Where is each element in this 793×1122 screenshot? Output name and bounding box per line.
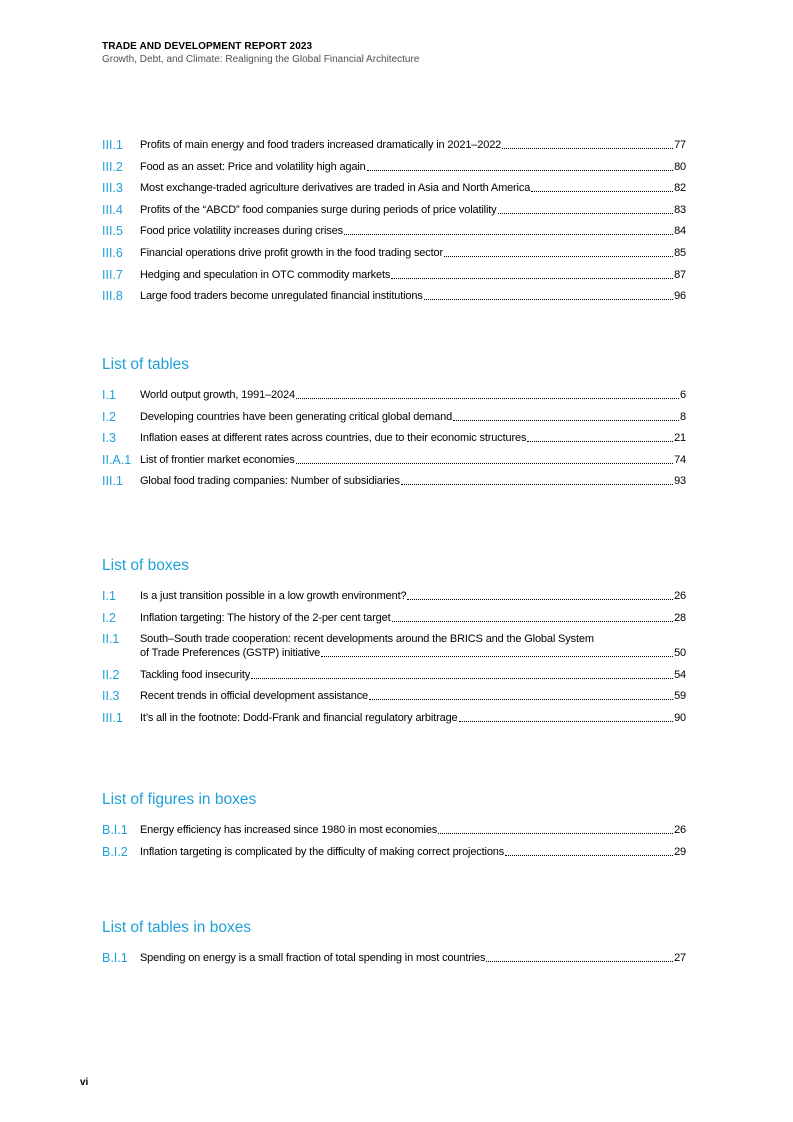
entry-page: 77 [674,139,686,151]
entry-number: III.3 [102,181,123,196]
toc-entries [102,388,686,488]
entry-title: Spending on energy is a small fraction of total spending in most countries [140,952,486,964]
toc-entry[interactable] [102,224,686,238]
entry-title: Inflation eases at different rates across countries, due to their economic structures [140,432,527,445]
dot-leader [444,254,673,257]
toc-entries [102,823,686,859]
entry-number: II.1 [102,632,120,647]
entry-title: Inflation targeting is complicated by the difficulty of making correct projections [140,845,505,858]
entry-page: 28 [674,611,686,624]
entry-title: Food price volatility increases during crises [140,225,343,238]
list-of-figures-in-boxes [102,791,686,866]
entry-number: III.1 [102,710,123,725]
entry-title: Food as an asset: Price and volatility high again [140,160,366,173]
entry-title-line-1: South–South trade cooperation: recent developments around the BRICS and the Global System [140,633,594,646]
toc-entries [102,589,686,725]
entry-page: 29 [674,845,686,858]
entry-title: Recent trends in official development assistance [140,690,369,703]
entry-page: 50 [674,647,686,660]
toc-entry[interactable] [102,410,686,424]
entry-page: 80 [674,160,686,173]
entry-page: 90 [674,711,686,724]
report-subtitle: Growth, Debt, and Climate: Realigning the Global Financial Architecture [102,54,420,65]
dot-leader [251,676,673,679]
toc-entry[interactable] [102,689,686,703]
toc-entry[interactable] [102,181,686,195]
toc-entry[interactable] [102,611,686,625]
dot-leader [369,697,673,700]
dot-leader [531,189,673,192]
list-of-tables-in-boxes [102,919,686,973]
entry-number: I.3 [102,431,116,446]
dot-leader [527,439,673,442]
toc-entry[interactable] [102,160,686,174]
entry-number: III.6 [102,245,123,260]
entry-page: 8 [680,410,686,423]
dot-leader [424,297,673,300]
entry-page: 85 [674,246,686,259]
dot-leader [367,168,673,171]
entry-title: List of frontier market economies [140,453,295,466]
entry-title-line-2: of Trade Preferences (GSTP) initiative [140,647,321,660]
dot-leader [392,619,674,622]
toc-entry[interactable] [102,474,686,488]
entry-title: Profits of the “ABCD” food companies surge during periods of price volatility [140,203,497,216]
entry-title: Financial operations drive profit growth in the food trading sector [140,246,444,259]
toc-entry[interactable] [102,711,686,725]
entry-title: Global food trading companies: Number of subsidiaries [140,475,400,488]
entry-page: 74 [674,453,686,466]
toc-entries [102,138,686,303]
entry-number: III.1 [102,138,123,152]
entry-number: I.1 [102,388,116,402]
section-heading: List of tables in boxes [102,919,252,936]
dot-leader [498,211,674,214]
entry-number: III.7 [102,267,123,282]
entry-number: I.1 [102,589,116,603]
toc-entries [102,951,686,965]
list-of-boxes [102,557,686,733]
toc-entry[interactable] [102,668,686,682]
entry-page: 6 [680,389,686,401]
toc-entry[interactable] [102,246,686,260]
dot-leader [438,831,673,834]
entry-number: I.2 [102,610,116,625]
dot-leader [459,719,674,722]
entry-page: 93 [674,475,686,488]
toc-entry[interactable] [102,951,686,965]
entry-title: Profits of main energy and food traders increased dramatically in 2021–2022 [140,139,502,151]
entry-number: I.2 [102,409,116,424]
entry-title: Most exchange-traded agriculture derivatives are traded in Asia and North America [140,182,531,195]
toc-entry[interactable] [102,589,686,603]
entry-number: III.8 [102,289,123,304]
entry-number: III.4 [102,202,123,217]
toc-entry[interactable] [102,268,686,282]
dot-leader [502,146,673,149]
dot-leader [453,418,679,421]
dot-leader [344,232,673,235]
entry-page: 83 [674,203,686,216]
entry-number: III.5 [102,224,123,239]
entry-title: World output growth, 1991–2024 [140,389,295,401]
list-of-tables [102,356,686,496]
entry-title: Is a just transition possible in a low growth environment? [140,590,407,602]
entry-number: II.A.1 [102,452,132,467]
list-of-figures-continued [102,138,686,311]
entry-page: 26 [674,590,686,602]
entry-page: 87 [674,268,686,281]
dot-leader [296,396,679,399]
toc-entry[interactable] [102,203,686,217]
toc-entry[interactable] [102,823,686,837]
entry-title: Large food traders become unregulated financial institutions [140,290,423,303]
entry-title: It’s all in the footnote: Dodd-Frank and financial regulatory arbitrage [140,711,458,724]
entry-number: II.3 [102,689,120,704]
entry-number: III.1 [102,474,123,489]
entry-number: B.I.1 [102,823,128,837]
entry-title: Energy efficiency has increased since 1980 in most economies [140,824,438,836]
section-heading: List of figures in boxes [102,791,257,808]
report-title: TRADE AND DEVELOPMENT REPORT 2023 [102,41,313,52]
entry-title: Inflation targeting: The history of the 2-per cent target [140,611,391,624]
entry-number: B.I.1 [102,951,128,965]
dot-leader [486,959,673,962]
running-header [102,40,419,66]
toc-entry[interactable] [102,431,686,445]
toc-entry[interactable] [102,632,686,660]
dot-leader [401,482,673,485]
entry-number: III.2 [102,159,123,174]
dot-leader [321,654,673,657]
dot-leader [407,597,673,600]
entry-title: Hedging and speculation in OTC commodity markets [140,268,391,281]
entry-title: Developing countries have been generating critical global demand [140,410,453,423]
entry-page: 84 [674,225,686,238]
entry-page: 54 [674,668,686,681]
entry-number: B.I.2 [102,844,128,859]
entry-page: 21 [674,432,686,445]
section-heading: List of tables [102,356,190,373]
toc-entry[interactable] [102,138,686,152]
toc-entry[interactable] [102,845,686,859]
entry-page: 82 [674,182,686,195]
page-number: vi [80,1077,89,1088]
toc-entry[interactable] [102,453,686,467]
entry-page: 27 [674,952,686,964]
toc-entry[interactable] [102,289,686,303]
entry-page: 26 [674,824,686,836]
toc-entry[interactable] [102,388,686,402]
dot-leader [505,853,673,856]
dot-leader [391,276,673,279]
entry-number: II.2 [102,667,120,682]
dot-leader [296,461,673,464]
entry-page: 96 [674,290,686,303]
entry-title: Tackling food insecurity [140,668,251,681]
entry-page: 59 [674,690,686,703]
section-heading: List of boxes [102,557,190,574]
